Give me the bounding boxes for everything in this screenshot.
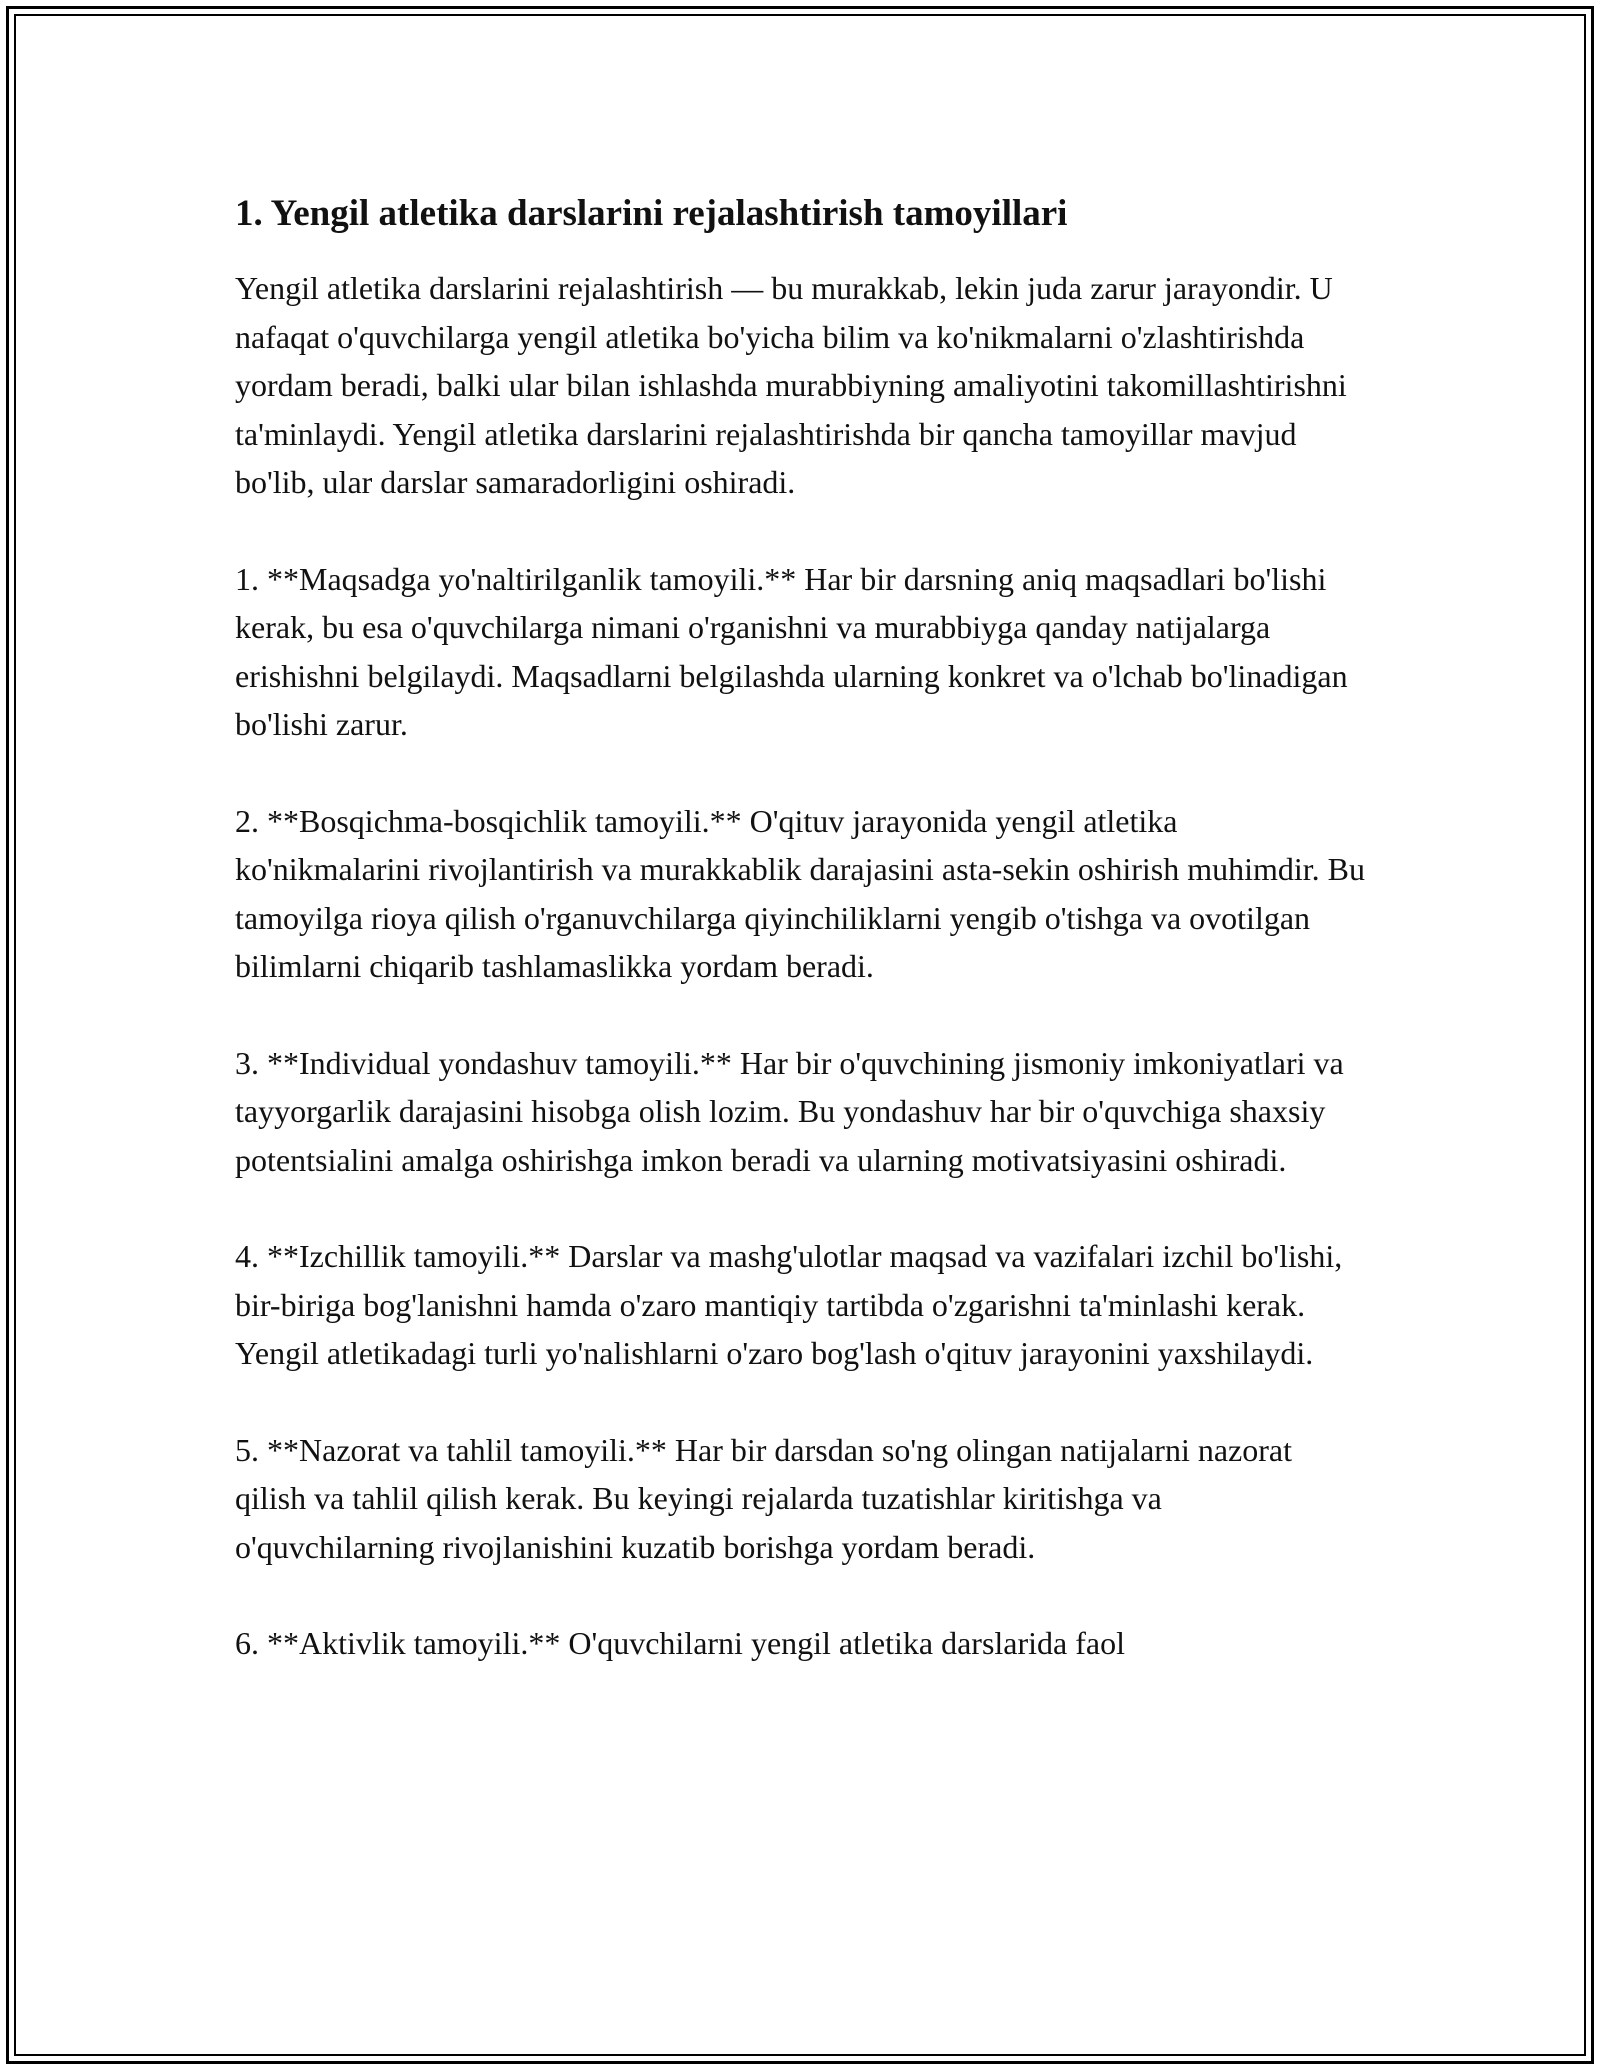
- principle-3-paragraph: 3. **Individual yondashuv tamoyili.** Har bir o'quvchining jismoniy imkoniyatlari va tayyorgarlik darajasini hisobga olish lozim. Bu yondashuv har bir o'quvchiga shaxsiy potentsialini amalga oshirishga imkon beradi va ularning motivatsiyasini oshiradi.: [235, 1044, 1344, 1178]
- principle-5-paragraph: 5. **Nazorat va tahlil tamoyili.** Har bir darsdan so'ng olingan natijalarni nazorat qilish va tahlil qilish kerak. Bu keyingi rejalarda tuzatishlar kiritishga va o'quvchilarning rivojlanishini kuzatib borishga yordam beradi.: [235, 1431, 1292, 1565]
- principle-6-paragraph: 6. **Aktivlik tamoyili.** O'quvchilarni yengil atletika darslarida faol: [235, 1625, 1125, 1661]
- principle-2-paragraph: 2. **Bosqichma-bosqichlik tamoyili.** O'qituv jarayonida yengil atletika ko'nikmalarini rivojlantirish va murakkablik darajasini asta-sekin oshirish muhimdir. Bu tamoyilga rioya qilish o'rganuvchilarga qiyinchiliklarni yengib o'tishga va ovotilgan bilimlarni chiqarib tashlamaslikka yordam beradi.: [235, 802, 1366, 984]
- intro-paragraph: Yengil atletika darslarini rejalashtirish — bu murakkab, lekin juda zarur jarayondir. U nafaqat o'quvchilarga yengil atletika bo'yicha bilim va ko'nikmalarni o'zlashtirishda yordam beradi, balki ular bilan ishlashda murabbiyning amaliyotini takomillashtirishni ta'minlaydi. Yengil atletika darslarini rejalashtirishda bir qancha tamoyillar mavjud bo'lib, ular darslar samaradorligini oshiradi.: [235, 270, 1347, 500]
- document-body: [235, 186, 1365, 1716]
- principle-4-paragraph: 4. **Izchillik tamoyili.** Darslar va mashg'ulotlar maqsad va vazifalari izchil bo'lishi, bir-biriga bog'lanishni hamda o'zaro mantiqiy tartibda o'zgarishni ta'minlashi kerak. Yengil atletikadagi turli yo'nalishlarni o'zaro bog'lash o'qituv jarayonini yaxshilaydi.: [235, 1238, 1343, 1371]
- principle-1-paragraph: 1. **Maqsadga yo'naltirilganlik tamoyili.** Har bir darsning aniq maqsadlari bo'lishi kerak, bu esa o'quvchilarga nimani o'rganishni va murabbiyga qanday natijalarga erishishni belgilaydi. Maqsadlarni belgilashda ularning konkret va o'lchab bo'linadigan bo'lishi zarur.: [235, 560, 1348, 742]
- document-heading: 1. Yengil atletika darslarini rejalashtirish tamoyillari: [235, 193, 1068, 234]
